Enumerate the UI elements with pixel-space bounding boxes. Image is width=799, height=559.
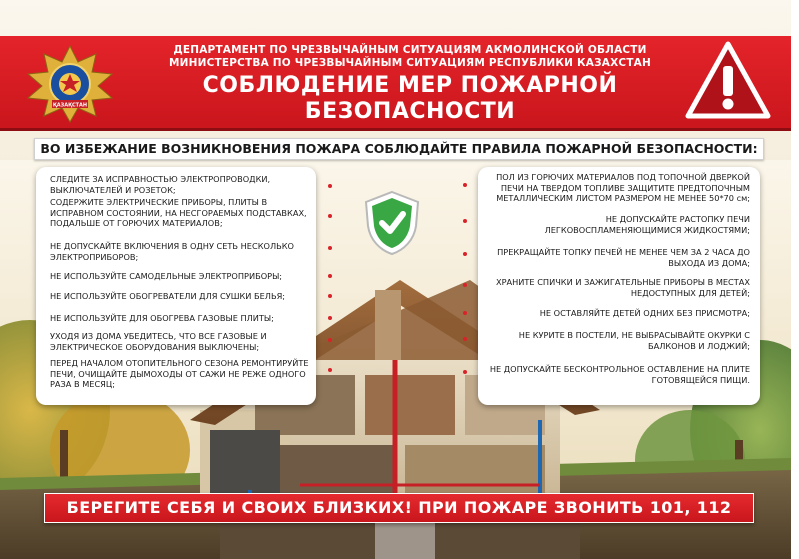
rule-right-6: НЕ КУРИТЕ В ПОСТЕЛИ, НЕ ВЫБРАСЫВАЙТЕ ОКУРКИ С БАЛКОНОВ И ЛОДЖИЙ; <box>518 330 750 351</box>
rule-left-1: СЛЕДИТЕ ЗА ИСПРАВНОСТЬЮ ЭЛЕКТРОПРОВОДКИ, ВЫКЛЮЧАТЕЛЕЙ И РОЗЕТОК; <box>50 174 271 195</box>
bullet-left-7 <box>328 338 332 342</box>
rule-left-4: НЕ ИСПОЛЬЗУЙТЕ САМОДЕЛЬНЫЕ ЭЛЕКТРОПРИБОРЫ; <box>50 271 283 281</box>
rule-left-6: НЕ ИСПОЛЬЗУЙТЕ ДЛЯ ОБОГРЕВА ГАЗОВЫЕ ПЛИТЫ; <box>50 313 274 323</box>
department-line-2: МИНИСТЕРСТВА ПО ЧРЕЗВЫЧАЙНЫМ СИТУАЦИЯМ РЕСПУБЛИКИ КАЗАХСТАН <box>169 57 651 69</box>
bullet-right-6 <box>463 337 467 341</box>
poster-title-line-2: БЕЗОПАСНОСТИ <box>304 99 516 124</box>
bullet-left-1 <box>328 184 332 188</box>
rule-left-3: НЕ ДОПУСКАЙТЕ ВКЛЮЧЕНИЯ В ОДНУ СЕТЬ НЕСКОЛЬКО ЭЛЕКТРОПРИБОРОВ; <box>50 241 294 262</box>
shield-checkmark-icon <box>362 190 422 256</box>
bullet-left-5 <box>328 294 332 298</box>
bullet-left-3 <box>328 246 332 250</box>
rule-right-4: ХРАНИТЕ СПИЧКИ И ЗАЖИГАТЕЛЬНЫЕ ПРИБОРЫ В МЕСТАХ НЕДОСТУПНЫХ ДЛЯ ДЕТЕЙ; <box>495 277 750 298</box>
bullet-left-8 <box>328 368 332 372</box>
emblem-text: ҚАЗАҚСТАН <box>52 102 88 109</box>
emergency-ministry-emblem <box>22 44 118 124</box>
rule-right-2: НЕ ДОПУСКАЙТЕ РАСТОПКУ ПЕЧИ ЛЕГКОВОСПЛАМЕНЯЮЩИМИСЯ ЖИДКОСТЯМИ; <box>544 214 750 235</box>
rule-right-5: НЕ ОСТАВЛЯЙТЕ ДЕТЕЙ ОДНИХ БЕЗ ПРИСМОТРА; <box>539 308 750 318</box>
bullet-left-2 <box>328 214 332 218</box>
bullet-right-7 <box>463 370 467 374</box>
rule-left-8: ПЕРЕД НАЧАЛОМ ОТОПИТЕЛЬНОГО СЕЗОНА РЕМОНТИРУЙТЕ ПЕЧИ, ОЧИЩАЙТЕ ДЫМОХОДЫ ОТ САЖИ НЕ РЕЖЕ ОДНОГО РАЗА В МЕСЯЦ; <box>50 358 309 389</box>
rule-right-3: ПРЕКРАЩАЙТЕ ТОПКУ ПЕЧЕЙ НЕ МЕНЕЕ ЧЕМ ЗА 2 ЧАСА ДО ВЫХОДА ИЗ ДОМА; <box>497 247 750 268</box>
rule-left-7: УХОДЯ ИЗ ДОМА УБЕДИТЕСЬ, ЧТО ВСЕ ГАЗОВЫЕ И ЭЛЕКТРИЧЕСКОЕ ОБОРУДОВАНИЯ ВЫКЛЮЧЕНЫ; <box>50 331 267 352</box>
bullet-right-3 <box>463 252 467 256</box>
bullet-left-6 <box>328 316 332 320</box>
bullet-right-2 <box>463 219 467 223</box>
bullet-left-4 <box>328 274 332 278</box>
subtitle-bar: ВО ИЗБЕЖАНИЕ ВОЗНИКНОВЕНИЯ ПОЖАРА СОБЛЮДАЙТЕ ПРАВИЛА ПОЖАРНОЙ БЕЗОПАСНОСТИ: <box>34 138 764 160</box>
emergency-call-banner: БЕРЕГИТЕ СЕБЯ И СВОИХ БЛИЗКИХ! ПРИ ПОЖАРЕ ЗВОНИТЬ 101, 112 <box>44 493 754 523</box>
rule-right-7: НЕ ДОПУСКАЙТЕ БЕСКОНТРОЛЬНОЕ ОСТАВЛЕНИЕ НА ПЛИТЕ ГОТОВЯЩЕЙСЯ ПИЩИ. <box>489 364 750 385</box>
rule-left-2: СОДЕРЖИТЕ ЭЛЕКТРИЧЕСКИЕ ПРИБОРЫ, ПЛИТЫ В ИСПРАВНОМ СОСТОЯНИИ, НА НЕСГОРАЕМЫХ ПОДСТАВКАХ, ПОДАЛЬШЕ ОТ ГОРЮЧИХ МАТЕРИАЛОВ; <box>50 197 307 228</box>
rule-right-1: ПОЛ ИЗ ГОРЮЧИХ МАТЕРИАЛОВ ПОД ТОПОЧНОЙ ДВЕРКОЙ ПЕЧИ НА ТВЕРДОМ ТОПЛИВЕ ЗАЩИТИТЕ ПРЕДТОПОЧНЫМ МЕТАЛЛИЧЕСКИМ ЛИСТОМ РАЗМЕРОМ НЕ МЕНЕЕ 50*70 см; <box>496 172 750 203</box>
bullet-right-1 <box>463 183 467 187</box>
rule-left-5: НЕ ИСПОЛЬЗУЙТЕ ОБОГРЕВАТЕЛИ ДЛЯ СУШКИ БЕЛЬЯ; <box>50 291 286 301</box>
bullet-right-4 <box>463 283 467 287</box>
side-strip <box>791 0 799 559</box>
bullet-right-5 <box>463 311 467 315</box>
poster-title-line-1: СОБЛЮДЕНИЕ МЕР ПОЖАРНОЙ <box>202 73 618 98</box>
exclamation-triangle-icon <box>682 38 774 124</box>
department-line-1: ДЕПАРТАМЕНТ ПО ЧРЕЗВЫЧАЙНЫМ СИТУАЦИЯМ АКМОЛИНСКОЙ ОБЛАСТИ <box>173 44 647 56</box>
